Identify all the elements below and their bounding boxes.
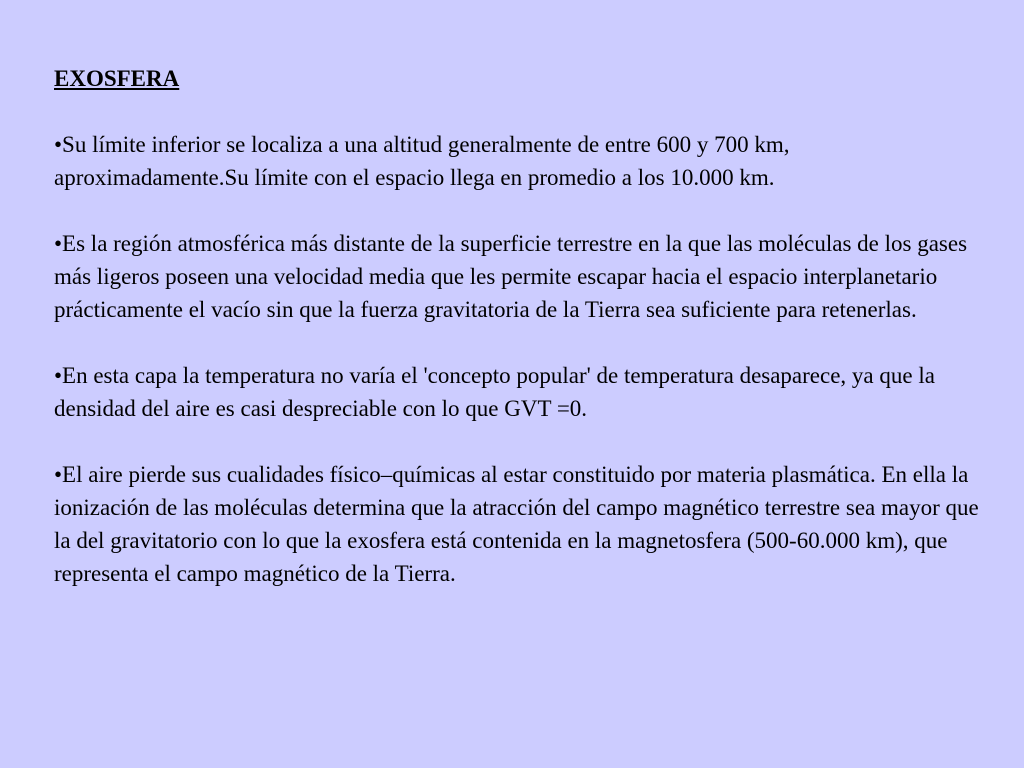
slide-title: EXOSFERA	[54, 66, 180, 91]
spacer	[54, 326, 984, 359]
bullet-paragraph-4: •El aire pierde sus cualidades físico–químicas al estar constituido por materia plasmática. En ella la ionización de las moléculas determina que la atracción del campo magnético terrestre sea mayor que la del gravitatorio con lo que la exosfera está contenida en la magnetosfera (500-60.000 km), que representa el campo magnético de la Tierra.	[54, 462, 979, 586]
spacer	[54, 95, 984, 128]
bullet-paragraph-2: •Es la región atmosférica más distante de la superficie terrestre en la que las moléculas de los gases más ligeros poseen una velocidad media que les permite escapar hacia el espacio interplanetario prácticamente el vacío sin que la fuerza gravitatoria de la Tierra sea suficiente para retenerlas.	[54, 231, 968, 322]
bullet-paragraph-1: •Su límite inferior se localiza a una altitud generalmente de entre 600 y 700 km, aproximadamente.Su límite con el espacio llega en promedio a los 10.000 km.	[54, 132, 790, 190]
bullet-paragraph-3: •En esta capa la temperatura no varía el 'concepto popular' de temperatura desaparece, ya que la densidad del aire es casi despreciable con lo que GVT =0.	[54, 363, 935, 421]
spacer	[54, 425, 984, 458]
slide-content	[54, 62, 984, 590]
spacer	[54, 194, 984, 227]
